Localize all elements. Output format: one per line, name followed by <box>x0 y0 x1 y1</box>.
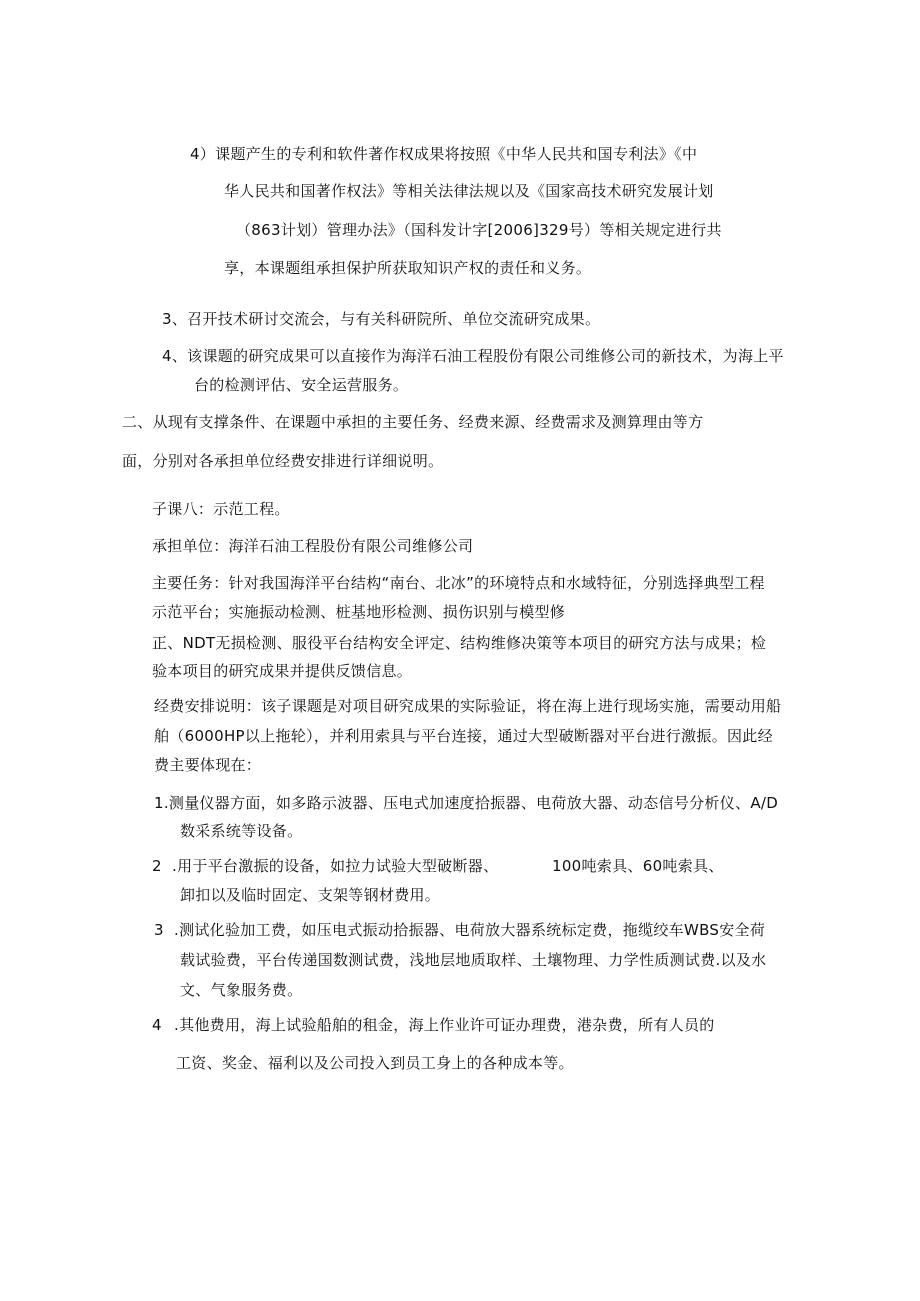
item4-line3: （863计划）管理办法》（国科发计字[2006]329号）等相关规定进行共 <box>236 221 722 239</box>
tasks-line4: 验本项目的研究成果并提供反馈信息。 <box>152 662 413 680</box>
section2-line2: 面，分别对各承担单位经费安排进行详细说明。 <box>122 452 444 470</box>
section2-line1: 二、从现有支撑条件、在课题中承担的主要任务、经费来源、经费需求及测算理由等方 <box>122 413 704 431</box>
cost1-line1: 1.测量仪器方面，如多路示波器、压电式加速度拾振器、电荷放大器、动态信号分析仪、A/D <box>154 794 779 812</box>
item4-line4: 享，本课题组承担保护所获取知识产权的责任和义务。 <box>224 259 592 277</box>
cost1-line2: 数采系统等设备。 <box>180 822 303 840</box>
cost4-number: 4 <box>152 1016 162 1034</box>
tasks-line2: 示范平台；实施振动检测、桩基地形检测、损伤识别与模型修 <box>152 603 566 621</box>
cost3-line2: 载试验费，平台传递国数测试费，浅地层地质取样、土壤物理、力学性质测试费.以及水 <box>180 951 767 969</box>
unit-line: 承担单位：海洋石油工程股份有限公司维修公司 <box>152 537 474 555</box>
funding-line2: 舶（6000HP以上拖轮），并利用索具与平台连接，通过大型破断器对平台进行激振。因此经 <box>154 727 773 745</box>
cost2-line1b: 100吨索具、60吨索具、 <box>552 857 724 875</box>
item3-line: 3、召开技术研讨交流会，与有关科研院所、单位交流研究成果。 <box>162 310 601 328</box>
tasks-line1: 主要任务：针对我国海洋平台结构“南台、北冰”的环境特点和水域特征，分别选择典型工程 <box>152 574 765 592</box>
cost3-number: 3 <box>154 921 164 939</box>
cost2-line1a: .用于平台激振的设备，如拉力试验大型破断器、 <box>172 857 499 875</box>
item4b-line1: 4、该课题的研究成果可以直接作为海洋石油工程股份有限公司维修公司的新技术，为海上平 <box>162 347 784 365</box>
cost3-line3: 文、气象服务费。 <box>180 981 303 999</box>
funding-line1: 经费安排说明：该子课题是对项目研究成果的实际验证，将在海上进行现场实施，需要动用船 <box>154 697 782 715</box>
item4b-line2: 台的检测评估、安全运营服务。 <box>194 376 409 394</box>
cost3-line1: .测试化验加工费，如压电式振动拾振器、电荷放大器系统标定费，拖缆绞车WBS安全荷 <box>174 921 766 939</box>
cost4-line2: 工资、奖金、福利以及公司投入到员工身上的各种成本等。 <box>176 1054 574 1072</box>
cost2-number: 2 <box>152 857 162 875</box>
cost2-line2: 卸扣以及临时固定、支架等钢材费用。 <box>180 886 441 904</box>
funding-line3: 费主要体现在： <box>154 756 262 774</box>
tasks-line3: 正、NDT无损检测、服役平台结构安全评定、结构维修决策等本项目的研究方法与成果；检 <box>152 634 767 652</box>
cost4-line1: .其他费用，海上试验船舶的租金，海上作业许可证办理费，港杂费，所有人员的 <box>174 1016 715 1034</box>
subproject-title: 子课八：示范工程。 <box>152 500 290 518</box>
item4-line2: 华人民共和国著作权法》等相关法律法规以及《国家高技术研究发展计划 <box>224 182 714 200</box>
item4-line1: 4）课题产生的专利和软件著作权成果将按照《中华人民共和国专利法》《中 <box>190 145 698 163</box>
